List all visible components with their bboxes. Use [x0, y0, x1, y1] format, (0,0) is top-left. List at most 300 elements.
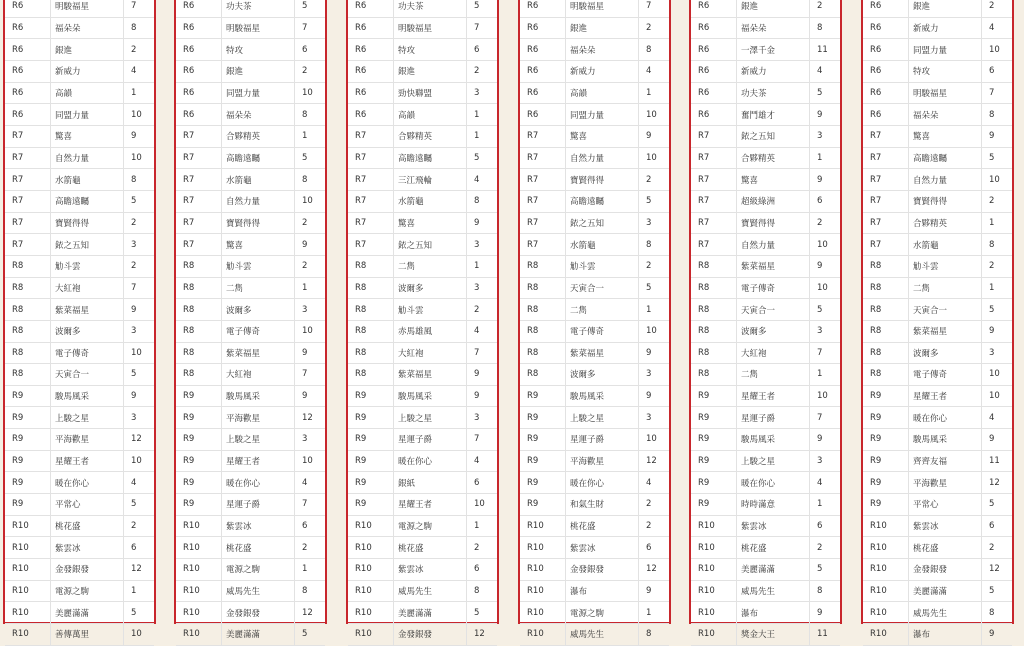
horse-number-cell: 4	[810, 472, 841, 494]
horse-number-cell: 4	[124, 472, 155, 494]
race-cell: R7	[348, 212, 394, 234]
race-cell: R7	[5, 125, 51, 147]
race-cell: R9	[863, 450, 909, 472]
race-cell: R8	[5, 277, 51, 299]
horse-name-cell: 同盟力量	[566, 104, 639, 126]
table-row	[5, 602, 154, 624]
horse-name-cell: 新威力	[737, 60, 810, 82]
table-row	[5, 17, 154, 39]
table-row	[176, 169, 325, 191]
horse-name-cell: 暖在你心	[566, 472, 639, 494]
horse-name-cell: 電源之駒	[394, 515, 467, 537]
horse-number-cell: 10	[124, 624, 155, 646]
horse-number-cell: 6	[295, 39, 326, 61]
race-cell: R9	[691, 385, 737, 407]
race-cell: R6	[348, 17, 394, 39]
table-row	[520, 299, 669, 321]
race-cell: R8	[520, 277, 566, 299]
race-cell: R7	[863, 190, 909, 212]
table-row	[863, 602, 1012, 624]
horse-name-cell: 駿馬風采	[394, 385, 467, 407]
race-cell: R6	[863, 60, 909, 82]
horse-name-cell: 瀑布	[566, 580, 639, 602]
table-row	[691, 125, 840, 147]
table-row	[348, 494, 497, 516]
horse-number-cell: 8	[295, 580, 326, 602]
table-row	[863, 342, 1012, 364]
horse-name-cell: 紫雲冰	[566, 537, 639, 559]
horse-number-cell: 6	[810, 190, 841, 212]
table-row	[5, 429, 154, 451]
table-row	[863, 429, 1012, 451]
table-row	[520, 472, 669, 494]
horse-name-cell: 星耀王者	[222, 450, 295, 472]
horse-number-cell: 7	[295, 17, 326, 39]
race-cell: R9	[5, 429, 51, 451]
table-row	[863, 104, 1012, 126]
horse-number-cell: 3	[982, 342, 1013, 364]
horse-number-cell: 12	[124, 429, 155, 451]
horse-name-cell: 紫菜福星	[566, 342, 639, 364]
race-cell: R6	[348, 104, 394, 126]
horse-number-cell: 2	[467, 537, 498, 559]
table-row	[176, 580, 325, 602]
horse-name-cell: 威馬先生	[737, 580, 810, 602]
horse-name-cell: 紫雲冰	[222, 515, 295, 537]
selection-table	[691, 0, 840, 646]
horse-number-cell: 1	[467, 104, 498, 126]
horse-number-cell: 4	[467, 320, 498, 342]
horse-number-cell: 3	[467, 234, 498, 256]
horse-number-cell: 9	[639, 580, 670, 602]
horse-name-cell: 高韻	[566, 82, 639, 104]
table-row	[5, 125, 154, 147]
horse-number-cell: 2	[295, 537, 326, 559]
race-cell: R6	[691, 17, 737, 39]
horse-name-cell: 波爾多	[394, 277, 467, 299]
table-row	[348, 212, 497, 234]
horse-number-cell: 6	[467, 39, 498, 61]
table-row	[691, 60, 840, 82]
horse-number-cell: 5	[810, 82, 841, 104]
table-row	[863, 147, 1012, 169]
race-cell: R8	[691, 255, 737, 277]
horse-name-cell: 銥之五知	[566, 212, 639, 234]
horse-name-cell: 福朵朵	[222, 104, 295, 126]
horse-number-cell: 1	[467, 515, 498, 537]
horse-number-cell: 8	[124, 17, 155, 39]
race-cell: R7	[520, 125, 566, 147]
race-cell: R6	[348, 0, 394, 17]
race-cell: R10	[691, 624, 737, 646]
race-cell: R9	[5, 385, 51, 407]
table-row	[520, 580, 669, 602]
horse-name-cell: 星耀王者	[909, 385, 982, 407]
table-row	[691, 82, 840, 104]
horse-name-cell: 威馬先生	[394, 580, 467, 602]
table-row	[863, 299, 1012, 321]
table-row	[691, 147, 840, 169]
race-cell: R9	[863, 407, 909, 429]
horse-name-cell: 大紅袍	[222, 364, 295, 386]
table-row	[5, 104, 154, 126]
race-cell: R7	[863, 169, 909, 191]
table-row	[863, 39, 1012, 61]
table-row	[348, 234, 497, 256]
horse-number-cell: 9	[295, 385, 326, 407]
horse-name-cell: 一澤千金	[737, 39, 810, 61]
race-cell: R8	[863, 299, 909, 321]
horse-name-cell: 高瞻遠矚	[222, 147, 295, 169]
table-row	[520, 450, 669, 472]
table-row	[691, 169, 840, 191]
selection-table	[863, 0, 1012, 646]
table-row	[5, 624, 154, 646]
horse-name-cell: 暖在你心	[394, 450, 467, 472]
table-row	[176, 299, 325, 321]
horse-number-cell: 5	[982, 147, 1013, 169]
table-row	[176, 537, 325, 559]
horse-number-cell: 7	[295, 364, 326, 386]
table-row	[176, 0, 325, 17]
horse-name-cell: 平海歡星	[222, 407, 295, 429]
table-row	[520, 147, 669, 169]
table-row	[520, 169, 669, 191]
table-row	[520, 104, 669, 126]
horse-name-cell: 驚喜	[566, 125, 639, 147]
table-row	[348, 320, 497, 342]
table-row	[5, 537, 154, 559]
race-cell: R7	[176, 125, 222, 147]
horse-name-cell: 波爾多	[222, 299, 295, 321]
race-cell: R10	[863, 602, 909, 624]
race-cell: R7	[176, 190, 222, 212]
horse-name-cell: 寶賢得得	[909, 190, 982, 212]
horse-name-cell: 天寅合一	[566, 277, 639, 299]
race-cell: R7	[863, 147, 909, 169]
race-cell: R9	[5, 450, 51, 472]
horse-name-cell: 觔斗雲	[51, 255, 124, 277]
horse-number-cell: 10	[124, 147, 155, 169]
race-cell: R7	[691, 190, 737, 212]
horse-name-cell: 銥之五知	[51, 234, 124, 256]
race-cell: R6	[176, 17, 222, 39]
horse-name-cell: 駿馬風采	[566, 385, 639, 407]
horse-name-cell: 寶賢得得	[222, 212, 295, 234]
horse-name-cell: 天寅合一	[737, 299, 810, 321]
race-cell: R6	[5, 17, 51, 39]
race-cell: R9	[5, 494, 51, 516]
horse-number-cell: 1	[639, 82, 670, 104]
horse-name-cell: 星耀王者	[51, 450, 124, 472]
horse-name-cell: 上駿之星	[222, 429, 295, 451]
horse-name-cell: 平海歡星	[566, 450, 639, 472]
horse-number-cell: 3	[810, 450, 841, 472]
horse-number-cell: 2	[124, 515, 155, 537]
horse-number-cell: 9	[810, 104, 841, 126]
horse-name-cell: 明駿福星	[566, 0, 639, 17]
table-row	[5, 169, 154, 191]
horse-name-cell: 高瞻遠矚	[394, 147, 467, 169]
selection-panel	[861, 0, 1014, 641]
race-cell: R7	[520, 190, 566, 212]
race-cell: R8	[691, 364, 737, 386]
race-cell: R10	[348, 580, 394, 602]
horse-number-cell: 7	[295, 494, 326, 516]
horse-number-cell: 1	[467, 255, 498, 277]
horse-name-cell: 桃花盛	[222, 537, 295, 559]
horse-number-cell: 5	[467, 147, 498, 169]
table-row	[691, 234, 840, 256]
horse-name-cell: 金發銀發	[394, 624, 467, 646]
horse-number-cell: 1	[124, 82, 155, 104]
horse-number-cell: 9	[467, 385, 498, 407]
horse-number-cell: 1	[639, 299, 670, 321]
race-cell: R8	[520, 299, 566, 321]
table-row	[5, 580, 154, 602]
table-row	[176, 515, 325, 537]
table-row	[5, 39, 154, 61]
table-row	[5, 385, 154, 407]
horse-number-cell: 10	[124, 450, 155, 472]
horse-name-cell: 紫雲冰	[394, 559, 467, 581]
race-cell: R7	[691, 234, 737, 256]
horse-number-cell: 2	[467, 299, 498, 321]
table-row	[176, 190, 325, 212]
race-cell: R10	[348, 515, 394, 537]
race-cell: R8	[176, 277, 222, 299]
race-cell: R9	[863, 472, 909, 494]
horse-name-cell: 暖在你心	[737, 472, 810, 494]
table-row	[520, 212, 669, 234]
table-row	[176, 17, 325, 39]
table-row	[863, 125, 1012, 147]
table-row	[863, 60, 1012, 82]
table-row	[691, 104, 840, 126]
horse-number-cell: 1	[810, 147, 841, 169]
race-cell: R9	[520, 429, 566, 451]
race-cell: R10	[348, 602, 394, 624]
horse-name-cell: 福朵朵	[51, 17, 124, 39]
horse-name-cell: 星運子爵	[566, 429, 639, 451]
race-cell: R6	[520, 104, 566, 126]
table-row	[691, 559, 840, 581]
horse-name-cell: 福朵朵	[566, 39, 639, 61]
horse-number-cell: 10	[982, 385, 1013, 407]
table-row	[691, 190, 840, 212]
race-cell: R7	[176, 147, 222, 169]
horse-name-cell: 和氣生財	[566, 494, 639, 516]
horse-number-cell: 10	[124, 342, 155, 364]
horse-number-cell: 1	[810, 364, 841, 386]
race-cell: R6	[520, 0, 566, 17]
race-cell: R6	[348, 39, 394, 61]
horse-number-cell: 10	[639, 320, 670, 342]
table-row	[5, 277, 154, 299]
race-cell: R10	[5, 537, 51, 559]
horse-number-cell: 8	[639, 39, 670, 61]
table-row	[691, 602, 840, 624]
horse-number-cell: 5	[124, 494, 155, 516]
race-cell: R9	[348, 407, 394, 429]
horse-number-cell: 3	[467, 407, 498, 429]
race-cell: R6	[863, 82, 909, 104]
race-cell: R9	[520, 472, 566, 494]
table-row	[176, 364, 325, 386]
horse-number-cell: 8	[982, 602, 1013, 624]
horse-name-cell: 合夥精英	[909, 212, 982, 234]
horse-name-cell: 水箭龜	[566, 234, 639, 256]
race-cell: R6	[691, 104, 737, 126]
horse-number-cell: 2	[982, 190, 1013, 212]
table-row	[176, 429, 325, 451]
table-row	[176, 559, 325, 581]
horse-number-cell: 5	[467, 0, 498, 17]
horse-name-cell: 天寅合一	[51, 364, 124, 386]
table-row	[176, 60, 325, 82]
horse-name-cell: 上駿之星	[566, 407, 639, 429]
horse-number-cell: 8	[810, 580, 841, 602]
horse-name-cell: 驚喜	[737, 169, 810, 191]
horse-name-cell: 銀進	[222, 60, 295, 82]
table-row	[520, 125, 669, 147]
horse-name-cell: 美麗滿滿	[51, 602, 124, 624]
race-cell: R8	[348, 320, 394, 342]
horse-number-cell: 2	[124, 255, 155, 277]
table-row	[691, 472, 840, 494]
table-row	[520, 17, 669, 39]
table-row	[348, 342, 497, 364]
table-row	[176, 104, 325, 126]
horse-name-cell: 高韻	[394, 104, 467, 126]
race-cell: R10	[176, 602, 222, 624]
horse-name-cell: 威馬先生	[222, 580, 295, 602]
horse-number-cell: 9	[467, 364, 498, 386]
race-cell: R6	[691, 39, 737, 61]
horse-number-cell: 5	[639, 277, 670, 299]
horse-number-cell: 7	[467, 342, 498, 364]
horse-number-cell: 12	[295, 602, 326, 624]
table-row	[5, 472, 154, 494]
horse-number-cell: 7	[467, 429, 498, 451]
horse-name-cell: 大紅袍	[737, 342, 810, 364]
horse-number-cell: 12	[295, 407, 326, 429]
horse-name-cell: 上駿之星	[51, 407, 124, 429]
horse-name-cell: 二雋	[394, 255, 467, 277]
race-cell: R7	[348, 147, 394, 169]
race-cell: R9	[691, 450, 737, 472]
race-cell: R6	[176, 82, 222, 104]
table-row	[348, 364, 497, 386]
race-cell: R7	[691, 212, 737, 234]
table-row	[348, 385, 497, 407]
table-row	[691, 494, 840, 516]
table-row	[863, 559, 1012, 581]
race-cell: R9	[176, 472, 222, 494]
table-row	[863, 494, 1012, 516]
horse-name-cell: 暖在你心	[909, 407, 982, 429]
race-cell: R10	[520, 580, 566, 602]
race-cell: R8	[348, 299, 394, 321]
horse-number-cell: 1	[295, 277, 326, 299]
race-cell: R9	[176, 385, 222, 407]
race-cell: R8	[348, 277, 394, 299]
horse-number-cell: 9	[295, 342, 326, 364]
horse-name-cell: 紫菜福星	[51, 299, 124, 321]
table-row	[348, 407, 497, 429]
horse-name-cell: 高瞻遠矚	[51, 190, 124, 212]
horse-number-cell: 9	[810, 429, 841, 451]
table-row	[691, 364, 840, 386]
horse-name-cell: 福朵朵	[909, 104, 982, 126]
race-cell: R9	[520, 494, 566, 516]
race-cell: R10	[5, 624, 51, 646]
table-row	[5, 0, 154, 17]
horse-number-cell: 5	[982, 299, 1013, 321]
race-cell: R10	[863, 537, 909, 559]
table-row	[176, 450, 325, 472]
table-row	[520, 60, 669, 82]
race-cell: R9	[348, 429, 394, 451]
table-row	[348, 82, 497, 104]
table-row	[348, 147, 497, 169]
horse-name-cell: 平常心	[909, 494, 982, 516]
horse-name-cell: 上駿之星	[737, 450, 810, 472]
horse-name-cell: 水箭龜	[909, 234, 982, 256]
race-cell: R8	[863, 320, 909, 342]
horse-name-cell: 瀑布	[737, 602, 810, 624]
race-cell: R6	[863, 17, 909, 39]
horse-name-cell: 駿馬風采	[737, 429, 810, 451]
race-cell: R7	[348, 169, 394, 191]
selection-panel	[518, 0, 671, 641]
table-row	[176, 82, 325, 104]
horse-number-cell: 4	[467, 450, 498, 472]
race-cell: R6	[5, 60, 51, 82]
horse-number-cell: 3	[295, 299, 326, 321]
race-cell: R8	[863, 255, 909, 277]
table-row	[176, 602, 325, 624]
horse-number-cell: 2	[124, 212, 155, 234]
horse-number-cell: 6	[124, 537, 155, 559]
table-row	[348, 537, 497, 559]
horse-name-cell: 電子傳奇	[51, 342, 124, 364]
horse-number-cell: 1	[982, 212, 1013, 234]
horse-number-cell: 1	[467, 125, 498, 147]
horse-number-cell: 2	[639, 494, 670, 516]
table-row	[520, 255, 669, 277]
horse-name-cell: 電子傳奇	[737, 277, 810, 299]
race-cell: R7	[520, 212, 566, 234]
table-row	[863, 234, 1012, 256]
table-row	[863, 364, 1012, 386]
horse-name-cell: 驚喜	[51, 125, 124, 147]
horse-number-cell: 4	[467, 169, 498, 191]
horse-name-cell: 星運子爵	[394, 429, 467, 451]
table-row	[691, 17, 840, 39]
horse-number-cell: 8	[982, 104, 1013, 126]
horse-number-cell: 5	[295, 624, 326, 646]
horse-name-cell: 奮鬥雄才	[737, 104, 810, 126]
horse-number-cell: 4	[982, 407, 1013, 429]
horse-number-cell: 9	[124, 299, 155, 321]
table-row	[5, 82, 154, 104]
race-cell: R8	[863, 277, 909, 299]
race-cell: R7	[5, 190, 51, 212]
race-cell: R8	[863, 342, 909, 364]
horse-number-cell: 4	[124, 60, 155, 82]
table-row	[863, 450, 1012, 472]
